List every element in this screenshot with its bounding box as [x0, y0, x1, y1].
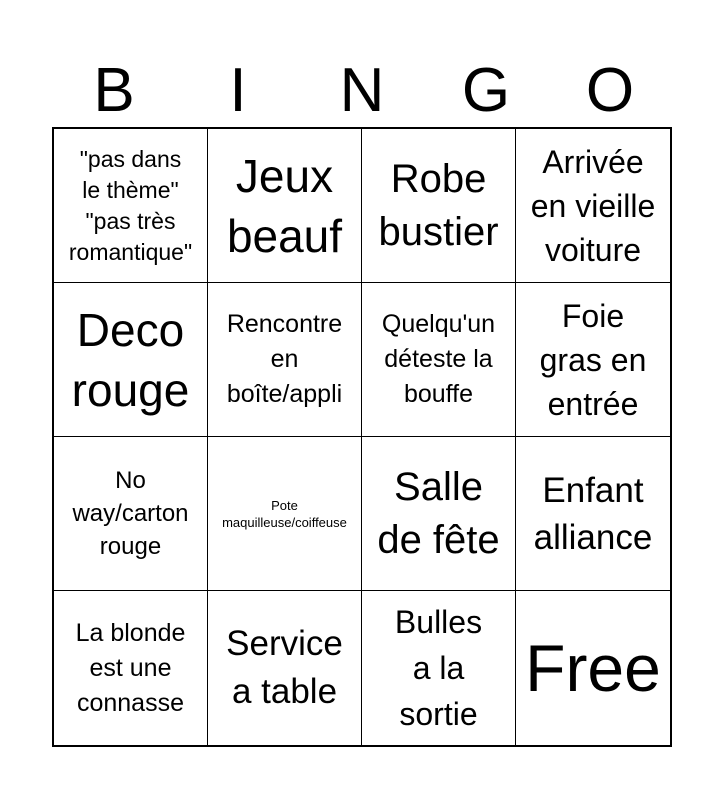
- cell-text: Enfant alliance: [533, 470, 653, 557]
- bingo-cell-r2c3[interactable]: [362, 283, 516, 437]
- cell-text: Quelqu'un déteste la bouffe: [381, 310, 496, 408]
- header-letter-b: B: [93, 56, 135, 125]
- bingo-cell-r2c4[interactable]: [516, 283, 670, 437]
- cell-text: No way/carton rouge: [72, 467, 189, 560]
- bingo-cell-r1c3[interactable]: [362, 129, 516, 283]
- bingo-header: [52, 58, 672, 128]
- cell-text: Service a table: [226, 624, 343, 711]
- header-letter-o: O: [585, 56, 635, 125]
- bingo-cell-r3c4[interactable]: [516, 437, 670, 591]
- cell-text: Rencontre en boîte/appli: [226, 310, 343, 408]
- cell-text: Bulles a la sortie: [394, 604, 483, 732]
- free-space-text: Free: [525, 631, 661, 705]
- cell-text: Pote maquilleuse/coiffeuse: [222, 497, 347, 530]
- bingo-cell-r4c3[interactable]: [362, 591, 516, 745]
- cell-text: Salle de fête: [377, 464, 500, 562]
- bingo-cell-free[interactable]: [516, 591, 670, 745]
- bingo-cell-r3c2[interactable]: [208, 437, 362, 591]
- bingo-cell-r4c2[interactable]: [208, 591, 362, 745]
- bingo-cell-r2c2[interactable]: [208, 283, 362, 437]
- bingo-cell-r1c4[interactable]: [516, 129, 670, 283]
- cell-text: "pas dans le thème" "pas très romantique": [68, 145, 193, 265]
- bingo-cell-r3c1[interactable]: [54, 437, 208, 591]
- bingo-cell-r3c3[interactable]: [362, 437, 516, 591]
- cell-text: Robe bustier: [378, 156, 499, 254]
- cell-text: Jeux beauf: [226, 149, 343, 262]
- bingo-cell-r4c1[interactable]: [54, 591, 208, 745]
- bingo-board: [52, 127, 672, 747]
- cell-text: La blonde est une connasse: [75, 618, 186, 717]
- bingo-cell-r2c1[interactable]: [54, 283, 208, 437]
- cell-text: Deco rouge: [71, 303, 190, 416]
- bingo-cell-r1c1[interactable]: [54, 129, 208, 283]
- bingo-cell-r1c2[interactable]: [208, 129, 362, 283]
- cell-text: Foie gras en entrée: [539, 297, 647, 422]
- header-letter-n: N: [339, 56, 385, 125]
- cell-text: Arrivée en vieille voiture: [530, 143, 656, 268]
- header-letter-g: G: [461, 56, 511, 125]
- header-letter-i: I: [229, 56, 247, 125]
